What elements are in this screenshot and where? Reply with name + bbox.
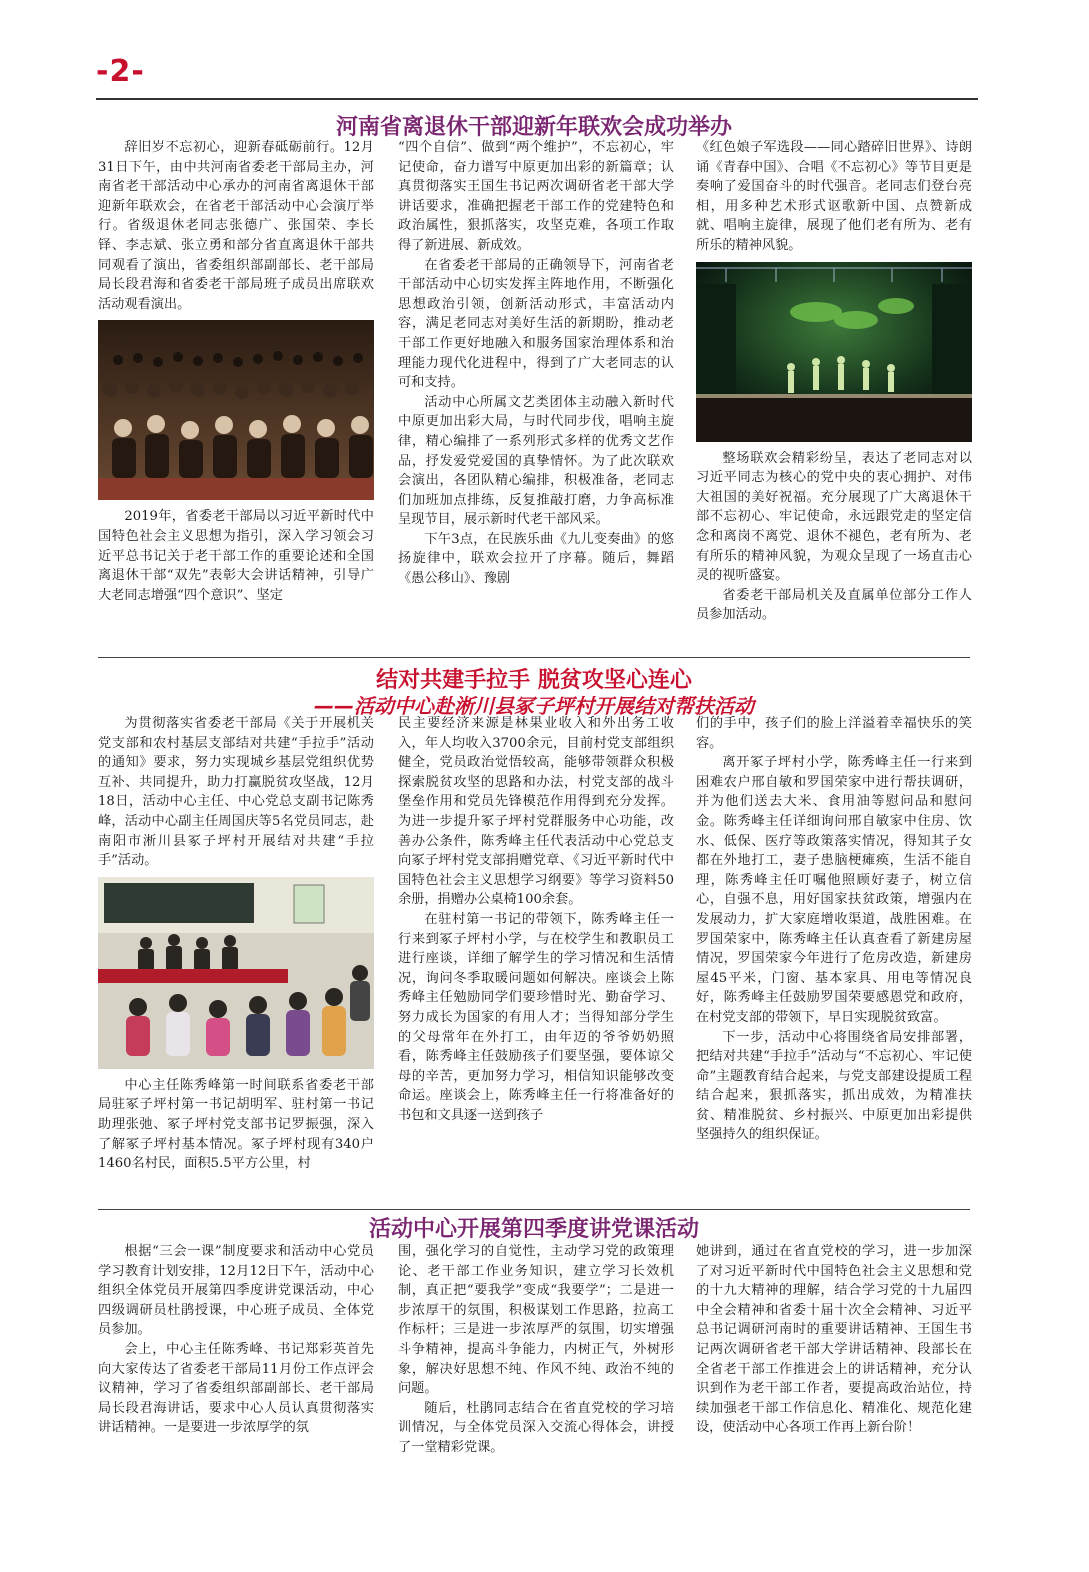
header-rule	[96, 98, 978, 100]
article2-paragraph: 离开冢子坪村小学，陈秀峰主任一行来到困难农户邢自敏和罗国荣家中进行帮扶调研，并为他们送去大米、食用油等慰问品和慰问金。陈秀峰主任详细询问邢自敏家中住房、饮水、低保、医疗等政策落实情况，得知其子女都在外地打工，妻子患脑梗瘫痪，生活不能自理，陈秀峰主任叮嘱他照顾好妻子，树立信心，自强不息，用好国家扶贫政策，增强内在发展动力，扩大家庭增收渠道，战胜困难。在罗国荣家中，陈秀峰主任认真查看了新建房屋情况，罗国荣家今年进行了危房改造，新建房屋45平米，门窗、基本家具、用电等情况良好，陈秀峰主任鼓励罗国荣要感恩党和政府，在村党支部的带领下，早日实现脱贫致富。	[696, 755, 972, 1025]
article3-column-2	[398, 1242, 674, 1477]
article3-column-1	[98, 1242, 374, 1477]
article3-title: 活动中心开展第四季度讲党课活动	[368, 1217, 699, 1242]
article2-title: 结对共建手拉手 脱贫攻坚心连心	[376, 668, 692, 693]
article1-column-3	[696, 138, 972, 653]
article1-column-2	[398, 138, 674, 653]
article1-column-1	[98, 138, 374, 653]
article2-subtitle: ——活动中心赴淅川县冢子坪村开展结对帮扶活动	[314, 694, 754, 718]
article1-paragraph: 活动中心所属文艺类团体主动融入新时代中原更加出彩大局，与时代同步伐，唱响主旋律，精心编排了一系列形式多样的优秀文艺作品，抒发爱党爱国的真挚情怀。为了此次联欢会演出，各团队精心编排，积极准备，老同志们加班加点排练，反复推敲打磨，力争高标准呈现节目，展示新时代老干部风采。	[398, 394, 674, 528]
article1-paragraph: “四个自信”、做到“两个维护”，不忘初心，牢记使命，奋力谱写中原更加出彩的新篇章；认真贯彻落实王国生书记两次调研省老干部大学讲话要求，准确把握老干部工作的党建特色和政治属性，狠抓落实，攻坚克难，各项工作取得了新进展、新成效。	[398, 140, 674, 253]
article2-column-3	[696, 714, 972, 1209]
article2-paragraph: 在驻村第一书记的带领下，陈秀峰主任一行来到冢子坪村小学，与在校学生和教职员工进行座谈，详细了解学生的学习情况和生活情况，询问冬季取暖问题如何解决。座谈会上陈秀峰主任勉励同学们要珍惜时光、勤奋学习、努力成长为国家的有用人才；当得知部分学生的父母常年在外打工，由年迈的爷爷奶奶照看，陈秀峰主任鼓励孩子们要坚强，要体谅父母的辛苦，更加努力学习，相信知识能够改变命运。座谈会上，陈秀峰主任一行将准备好的书包和文具逐一送到孩子	[398, 911, 674, 1123]
article1-paragraph: 2019年，省委老干部局以习近平新时代中国特色社会主义思想为指引，深入学习领会习近平总书记关于老干部工作的重要论述和全国离退休干部“双先”表彰大会讲话精神，引导广大老同志增强“四个意识”、坚定	[98, 509, 374, 603]
article1-paragraph: 《红色娘子军选段——同心踏碎旧世界》、诗朗诵《青春中国》、合唱《不忘初心》等节目更是奏响了爱国奋斗的时代强音。老同志们登台亮相，用多种艺术形式讴歌新中国、点赞新成就、唱响主旋律，展现了他们老有所为、老有所乐的精神风貌。	[696, 140, 972, 253]
article2-paragraph: 中心主任陈秀峰第一时间联系省委老干部局驻冢子坪村第一书记胡明军、驻村第一书记助理张弛、冢子坪村党支部书记罗振强，深入了解冢子坪村基本情况。冢子坪村现有340户1460名村民，面积5.5平方公里，村	[98, 1077, 374, 1172]
article2-paragraph: 下一步，活动中心将围绕省局安排部署，把结对共建“手拉手”活动与“不忘初心、牢记使命”主题教育结合起来，与党支部建设提质工程结合起来，狠抓落实，抓出成效，为精准扶贫、精准脱贫、乡村振兴、中原更加出彩提供坚强持久的组织保证。	[696, 1029, 972, 1143]
audience-photo	[98, 320, 374, 500]
article3-column-3	[696, 1242, 972, 1477]
article3-paragraph: 会上，中心主任陈秀峰、书记郑彩英首先向大家传达了省委老干部局11月份工作点评会议精神，学习了省委组织部副部长、老干部局局长段君海讲话，要求中心人员认真贯彻落实讲话精神。一是要进一步浓厚学的氛	[98, 1341, 374, 1436]
article3-paragraph: 她讲到，通过在省直党校的学习，进一步加深了对习近平新时代中国特色社会主义思想和党的十九大精神的理解，结合学习党的十九届四中全会精神和省委十届十次全会精神、习近平总书记调研河南时的重要讲话精神、王国生书记两次调研省老干部大学讲话精神、段部长在全省老干部工作推进会上的讲话精神，充分认识到作为老干部工作者，要提高政治站位，持续加强老干部工作信息化、精准化、规范化建设，使活动中心各项工作再上新台阶！	[696, 1244, 972, 1436]
article1-paragraph: 整场联欢会精彩纷呈，表达了老同志对以习近平同志为核心的党中央的衷心拥护、对伟大祖国的美好祝福。充分展现了广大离退休干部不忘初心、牢记使命，永远跟党走的坚定信念和离岗不离党、退休不褪色，老有所为、老有所乐的精神风貌，为观众呈现了一场直击心灵的视听盛宴。	[696, 450, 972, 584]
article1-paragraph: 在省委老干部局的正确领导下，河南省老干部活动中心切实发挥主阵地作用，不断强化思想政治引领，创新活动形式，丰富活动内容，满足老同志对美好生活的新期盼，推动老干部工作更好地融入和服务国家治理体系和治理能力现代化进程中，得到了广大老同志的认可和支持。	[398, 257, 674, 391]
article1-paragraph: 辞旧岁不忘初心，迎新春砥砺前行。12月31日下午，由中共河南省委老干部局主办，河南省老干部活动中心承办的河南省离退休干部迎新年联欢会，在省老干部活动中心会演厅举行。省级退休老同志张德广、张国荣、李长铎、李志斌、张立勇和部分省直离退休干部共同观看了演出，省委组织部副部长、老干部局局长段君海和省委老干部局班子成员出席联欢活动观看演出。	[98, 140, 374, 312]
article2-paragraph: 为贯彻落实省委老干部局《关于开展机关党支部和农村基层支部结对共建“手拉手”活动的通知》要求，努力实现城乡基层党组织优势互补、共同提升，助力打赢脱贫攻坚战，12月18日，活动中心主任、中心党总支副书记陈秀峰，活动中心副主任周国庆等5名党员同志，赴南阳市淅川县冢子坪村开展结对共建“手拉手”活动。	[98, 716, 374, 869]
section-divider	[98, 1209, 970, 1210]
article3-paragraph: 根据“三会一课”制度要求和活动中心党员学习教育计划安排，12月12日下午，活动中心组织全体党员开展第四季度讲党课活动，中心四级调研员杜鹃授课，中心班子成员、全体党员参加。	[98, 1244, 374, 1338]
article2-column-2	[398, 714, 674, 1209]
article3-paragraph: 围，强化学习的自觉性，主动学习党的政策理论、老干部工作业务知识，建立学习长效机制，真正把“要我学”变成“我要学”；二是进一步浓厚干的氛围，积极谋划工作思路，拉高工作标杆；三是进一步浓厚严的氛围，切实增强斗争精神，提高斗争能力，内树正气，外树形象，解决好思想不纯、作风不纯、政治不纯的问题。	[398, 1244, 674, 1397]
article1-paragraph: 下午3点，在民族乐曲《九儿变奏曲》的悠扬旋律中，联欢会拉开了序幕。随后，舞蹈《愚公移山》、豫剧	[398, 531, 674, 587]
article2-column-1	[98, 714, 374, 1209]
section-divider	[98, 657, 970, 658]
classroom-meeting-photo	[98, 877, 374, 1069]
article2-paragraph: 民主要经济来源是林果业收入和外出务工收入，年人均收入3700余元，目前村党支部组织健全，党员政治觉悟较高，能够带领群众积极探索脱贫攻坚的思路和办法，村党支部的战斗堡垒作用和党员先锋模范作用得到充分发挥。为进一步提升冢子坪村党群服务中心功能，改善办公条件，陈秀峰主任代表活动中心党总支向冢子坪村党支部捐赠党章、《习近平新时代中国特色社会主义思想学习纲要》等学习资料50余册，捐赠办公桌椅100余套。	[398, 716, 674, 908]
article3-paragraph: 随后，杜鹃同志结合在省直党校的学习培训情况，与全体党员深入交流心得体会，讲授了一堂精彩党课。	[398, 1400, 674, 1455]
article2-paragraph: 们的手中，孩子们的脸上洋溢着幸福快乐的笑容。	[696, 716, 972, 751]
stage-performance-photo	[696, 262, 972, 442]
article1-paragraph: 省委老干部局机关及直属单位部分工作人员参加活动。	[696, 587, 972, 623]
page-number: -2-	[96, 54, 145, 89]
article1-title: 河南省离退休干部迎新年联欢会成功举办	[335, 115, 732, 140]
